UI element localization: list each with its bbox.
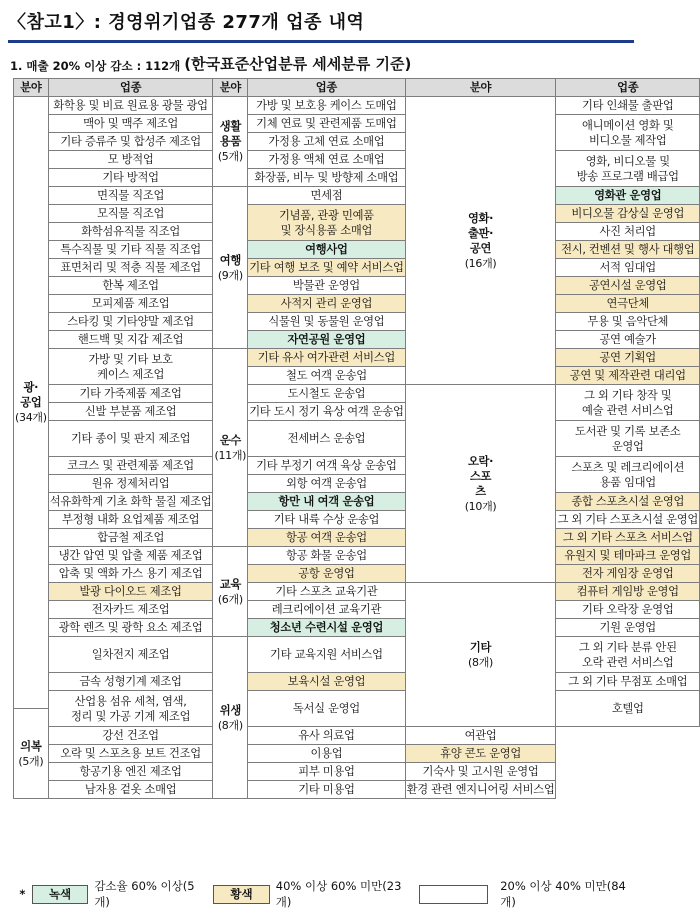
industry-cell: 스포츠 및 레크리에이션 용품 임대업 <box>556 457 700 493</box>
legend-star: * <box>19 887 26 901</box>
table-row <box>14 529 700 547</box>
table-row <box>14 727 700 745</box>
section-subtitle <box>10 54 411 74</box>
table-row <box>14 565 700 583</box>
legend-white-swatch <box>419 885 489 904</box>
industry-cell: 그 외 기타 창작 및 예술 관련 서비스업 <box>556 385 700 421</box>
industry-cell: 환경 관련 엔지니어링 서비스업 <box>405 781 556 799</box>
category-cell: 여행 (9개) <box>213 187 248 349</box>
industry-cell: 박물관 운영업 <box>248 277 405 295</box>
industry-cell: 오락 및 스포츠용 보트 건조업 <box>48 745 213 763</box>
industry-cell: 종합 스포츠시설 운영업 <box>556 493 700 511</box>
table-row <box>14 637 700 655</box>
industry-cell: 전자카드 제조업 <box>48 601 213 619</box>
industry-cell: 기숙사 및 고시원 운영업 <box>405 763 556 781</box>
subtitle-prefix: 1. 매출 20% 이상 감소 : 112개 <box>10 59 181 73</box>
table-row <box>14 295 700 313</box>
industry-cell: 여행사업 <box>248 241 405 259</box>
industry-cell: 사진 처리업 <box>556 223 700 241</box>
industry-cell: 항만 내 여객 운송업 <box>248 493 405 511</box>
table-row <box>14 241 700 259</box>
legend-white-text: 20% 이상 40% 미만(84개) <box>500 879 626 909</box>
industry-cell: 식물원 및 동물원 운영업 <box>248 313 405 331</box>
industry-cell: 강선 건조업 <box>48 727 213 745</box>
industry-cell: 휴양 콘도 운영업 <box>405 745 556 763</box>
industry-cell: 영화, 비디오물 및 방송 프로그램 배급업 <box>556 151 700 187</box>
industry-cell: 코크스 및 관련제품 제조업 <box>48 457 213 475</box>
industry-cell: 청소년 수련시설 운영업 <box>248 619 405 637</box>
industry-cell: 애니메이션 영화 및 비디오물 제작업 <box>556 115 700 151</box>
industry-cell: 기타 유사 여가관련 서비스업 <box>248 349 405 367</box>
industry-cell: 철도 여객 운송업 <box>248 367 405 385</box>
industry-cell: 신발 부분품 제조업 <box>48 403 213 421</box>
industry-cell: 기체 연료 및 관련제품 도매업 <box>248 115 405 133</box>
category-cell: 광· 공업 (34개) <box>14 97 49 709</box>
industry-cell: 그 외 기타 스포츠 서비스업 <box>556 529 700 547</box>
industry-cell: 보육시설 운영업 <box>248 673 405 691</box>
industry-cell: 발광 다이오드 제조업 <box>48 583 213 601</box>
header-field: 분야 <box>14 79 49 97</box>
industry-cell: 독서실 운영업 <box>248 691 405 727</box>
table-row <box>14 745 700 763</box>
industry-cell: 기타 인쇄물 출판업 <box>556 97 700 115</box>
table-row <box>14 691 700 709</box>
industry-cell: 금속 성형기계 제조업 <box>48 673 213 691</box>
industry-cell: 호텔업 <box>556 691 700 727</box>
industry-cell: 항공기용 엔진 제조업 <box>48 763 213 781</box>
industry-cell: 맥아 및 맥주 제조업 <box>48 115 213 133</box>
header-industry: 업종 <box>48 79 213 97</box>
industry-cell: 냉간 압연 및 압출 제품 제조업 <box>48 547 213 565</box>
industry-cell: 공연 및 제작관련 대리업 <box>556 367 700 385</box>
industry-cell: 기타 내륙 수상 운송업 <box>248 511 405 529</box>
industry-cell: 사적지 관리 운영업 <box>248 295 405 313</box>
category-cell: 영화· 출판· 공연 (16개) <box>405 97 556 385</box>
industry-cell: 화장품, 비누 및 방향제 소매업 <box>248 169 405 187</box>
industry-cell: 그 외 기타 무점포 소매업 <box>556 673 700 691</box>
table-row <box>14 457 700 475</box>
category-cell: 오락· 스포 츠 (10개) <box>405 385 556 583</box>
industry-cell: 자연공원 운영업 <box>248 331 405 349</box>
table-row <box>14 259 700 277</box>
table-row <box>14 151 700 169</box>
industry-cell: 기타 방적업 <box>48 169 213 187</box>
table-row <box>14 673 700 691</box>
industry-cell: 공연 기획업 <box>556 349 700 367</box>
header-field: 분야 <box>405 79 556 97</box>
industry-cell: 원유 정제처리업 <box>48 475 213 493</box>
industry-cell: 비디오물 감상실 운영업 <box>556 205 700 223</box>
industry-cell: 화학섬유직물 직조업 <box>48 223 213 241</box>
industry-cell: 그 외 기타 스포츠시설 운영업 <box>556 511 700 529</box>
industry-cell: 피부 미용업 <box>248 763 405 781</box>
table-row <box>14 493 700 511</box>
table-row <box>14 331 700 349</box>
industry-cell: 모직물 직조업 <box>48 205 213 223</box>
title-underline <box>8 40 634 43</box>
legend-yellow-swatch: 황색 <box>213 885 270 904</box>
industry-cell: 기타 교육지원 서비스업 <box>248 637 405 673</box>
industry-cell: 남자용 겉옷 소매업 <box>48 781 213 799</box>
industry-cell: 외항 여객 운송업 <box>248 475 405 493</box>
industry-cell: 기타 여행 보조 및 예약 서비스업 <box>248 259 405 277</box>
industry-cell: 유원지 및 테마파크 운영업 <box>556 547 700 565</box>
industry-cell: 항공 화물 운송업 <box>248 547 405 565</box>
category-cell: 위생 (8개) <box>213 637 248 799</box>
industry-cell: 석유화학계 기초 화학 물질 제조업 <box>48 493 213 511</box>
subtitle-suffix: (한국표준산업분류 세세분류 기준) <box>184 55 412 73</box>
industry-cell: 표면처리 및 적층 직물 제조업 <box>48 259 213 277</box>
legend <box>13 879 633 909</box>
table-row <box>14 385 700 403</box>
industry-cell: 가정용 고체 연료 소매업 <box>248 133 405 151</box>
industry-cell: 면직물 직조업 <box>48 187 213 205</box>
category-cell: 교육 (6개) <box>213 547 248 637</box>
industry-cell: 가정용 액체 연료 소매업 <box>248 151 405 169</box>
header-field: 분야 <box>213 79 248 97</box>
category-cell: 운수 (11개) <box>213 349 248 547</box>
industry-cell: 유사 의료업 <box>248 727 405 745</box>
category-cell: 기타 (8개) <box>405 583 556 727</box>
header-industry: 업종 <box>556 79 700 97</box>
industry-cell: 기원 운영업 <box>556 619 700 637</box>
industry-cell: 모 방적업 <box>48 151 213 169</box>
table-row <box>14 277 700 295</box>
table-row <box>14 421 700 439</box>
industry-cell: 부정형 내화 요업제품 제조업 <box>48 511 213 529</box>
legend-green-swatch: 녹색 <box>32 885 89 904</box>
industry-cell: 압축 및 액화 가스 용기 제조업 <box>48 565 213 583</box>
industry-cell: 그 외 기타 분류 안된 오락 관련 서비스업 <box>556 637 700 673</box>
industry-cell: 산업용 섬유 세척, 염색, 정리 및 가공 기계 제조업 <box>48 691 213 727</box>
industry-cell: 기타 가죽제품 제조업 <box>48 385 213 403</box>
industry-cell: 연극단체 <box>556 295 700 313</box>
industry-cell: 컴퓨터 게임방 운영업 <box>556 583 700 601</box>
table-row <box>14 349 700 367</box>
table-row <box>14 205 700 223</box>
industry-cell: 도서관 및 기록 보존소 운영업 <box>556 421 700 457</box>
industry-cell: 서적 임대업 <box>556 259 700 277</box>
industry-cell: 가방 및 보호용 케이스 도매업 <box>248 97 405 115</box>
industry-cell: 공연시설 운영업 <box>556 277 700 295</box>
industry-cell: 기타 미용업 <box>248 781 405 799</box>
industry-cell: 기념품, 관광 민예품 및 장식용품 소매업 <box>248 205 405 241</box>
industry-cell: 스타킹 및 기타양말 제조업 <box>48 313 213 331</box>
industry-cell: 기타 도시 정기 육상 여객 운송업 <box>248 403 405 421</box>
industry-cell: 기타 종이 및 판지 제조업 <box>48 421 213 457</box>
industry-cell: 가방 및 기타 보호 케이스 제조업 <box>48 349 213 385</box>
table-row <box>14 97 700 115</box>
table-row <box>14 763 700 781</box>
industry-cell: 이용업 <box>248 745 405 763</box>
industry-cell: 공항 운영업 <box>248 565 405 583</box>
table-row <box>14 511 700 529</box>
industry-cell: 일차전지 제조업 <box>48 637 213 673</box>
industry-cell: 핸드백 및 지갑 제조업 <box>48 331 213 349</box>
industry-cell: 항공 여객 운송업 <box>248 529 405 547</box>
category-cell: 의복 (5개) <box>14 709 49 799</box>
table-header-row <box>14 79 700 97</box>
page-title: 〈참고1〉: 경영위기업종 277개 업종 내역 <box>8 12 365 33</box>
industry-cell: 기타 스포츠 교육기관 <box>248 583 405 601</box>
table-row <box>14 547 700 565</box>
legend-green-text: 감소율 60% 이상(5개) <box>94 879 195 909</box>
industry-cell: 전세버스 운송업 <box>248 421 405 457</box>
industry-cell: 면세점 <box>248 187 405 205</box>
table-row <box>14 583 700 601</box>
table-row <box>14 781 700 799</box>
industry-cell: 특수직물 및 기타 직물 직조업 <box>48 241 213 259</box>
header-industry: 업종 <box>248 79 405 97</box>
table-row <box>14 313 700 331</box>
industry-table <box>13 78 700 799</box>
industry-cell: 전시, 컨벤션 및 행사 대행업 <box>556 241 700 259</box>
industry-cell: 영화관 운영업 <box>556 187 700 205</box>
industry-cell: 도시철도 운송업 <box>248 385 405 403</box>
industry-cell: 한복 제조업 <box>48 277 213 295</box>
industry-cell: 기타 오락장 운영업 <box>556 601 700 619</box>
table-row <box>14 115 700 133</box>
industry-cell: 합금철 제조업 <box>48 529 213 547</box>
industry-cell: 기타 증류주 및 합성주 제조업 <box>48 133 213 151</box>
legend-yellow-text: 40% 이상 60% 미만(23개) <box>275 879 402 909</box>
industry-cell: 광학 렌즈 및 광학 요소 제조업 <box>48 619 213 637</box>
table-row <box>14 601 700 619</box>
industry-cell: 기타 부정기 여객 육상 운송업 <box>248 457 405 475</box>
table-row <box>14 187 700 205</box>
industry-cell: 모피제품 제조업 <box>48 295 213 313</box>
industry-cell: 무용 및 음악단체 <box>556 313 700 331</box>
category-cell: 생활 용품 (5개) <box>213 97 248 187</box>
industry-cell: 화학용 및 비료 원료용 광물 광업 <box>48 97 213 115</box>
industry-cell: 레크리에이션 교육기관 <box>248 601 405 619</box>
industry-cell: 공연 예술가 <box>556 331 700 349</box>
industry-cell: 여관업 <box>405 727 556 745</box>
industry-cell: 전자 게임장 운영업 <box>556 565 700 583</box>
table-row <box>14 619 700 637</box>
